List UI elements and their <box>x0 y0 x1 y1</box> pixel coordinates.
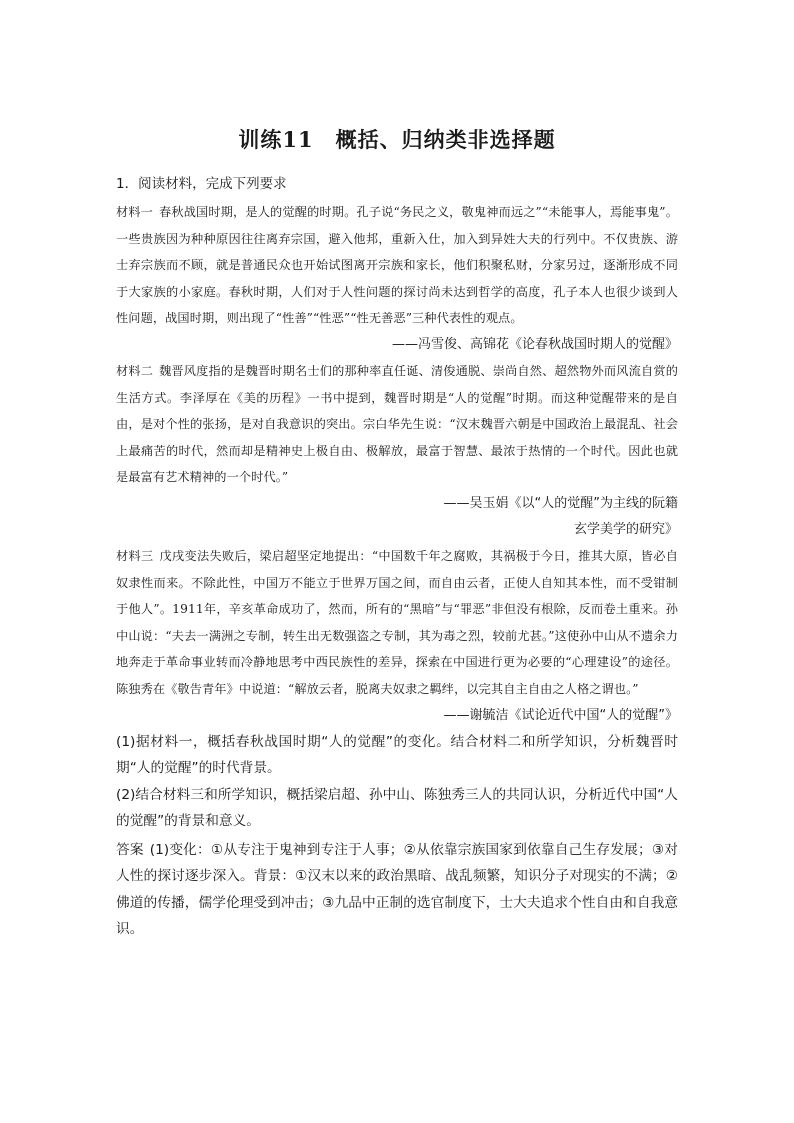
material-3 <box>116 543 678 703</box>
answer-label: 答案 <box>116 841 144 858</box>
material-2-source-line2: 玄学美学的研究》 <box>573 521 678 537</box>
sub-question-1: (1)据材料一，概括春秋战国时期“人的觉醒”的变化。结合材料二和所学知识，分析魏晋时期“人的觉醒”的时代背景。 <box>116 733 678 776</box>
sub-question-2: (2)结合材料三和所学知识，概括梁启超、孙中山、陈独秀三人的共同认识，分析近代中国“人的觉醒”的背景和意义。 <box>116 786 678 829</box>
page-title: 训练11 概括、归纳类非选择题 <box>238 127 556 152</box>
answer-text: (1)变化：①从专注于鬼神到专注于人事；②从依靠宗族国家到依靠自己生存发展；③对人性的探讨逐步深入。背景：①汉末以来的政治黑暗、战乱频繁，知识分子对现实的不满；②佛道的传播，儒学伦理受到冲击；③九品中正制的选官制度下，士大夫追求个性自由和自我意识。 <box>116 841 678 937</box>
answer <box>116 837 678 943</box>
material-text: 春秋战国时期，是人的觉醒的时期。孔子说“务民之义，敬鬼神而远之”“未能事人，焉能事鬼”。一些贵族因为种种原因往往离弃宗国，避入他邦，重新入仕，加入到异姓大夫的行列中。不仅贵族、游士弃宗族而不顾，就是普通民众也开始试图离开宗族和家长，他们积聚私财，分家另过，逐渐形成不同于大家族的小家庭。春秋时期，人们对于人性问题的探讨尚未达到哲学的高度，孔子本人也很少谈到人性问题，战国时期，则出现了“性善”“性恶”“性无善恶”三种代表性的观点。 <box>116 205 678 326</box>
material-2 <box>116 358 678 491</box>
material-1 <box>116 199 678 332</box>
material-1-source: ——冯雪俊、高锦花《论春秋战国时期人的觉醒》 <box>391 336 678 352</box>
material-text: 戊戌变法失败后，梁启超坚定地提出：“中国数千年之腐败，其祸极于今日，推其大原，皆必自奴隶性而来。不除此性，中国万不能立于世界万国之间，而自由云者，正使人自知其本性，而不受钳制于他人”。1911年，辛亥革命成功了，然而，所有的“黑暗”与“罪恶”非但没有根除，反而卷土重来。孙中山说：“夫去一满洲之专制，转生出无数强盗之专制，其为毒之烈，较前尤甚。”这使孙中山从不遗余力地奔走于革命事业转而冷静地思考中西民族性的差异，探索在中国进行更为必要的“心理建设”的途径。陈独秀在《敬告青年》中说道：“解放云者，脱离夫奴隶之羁绊，以完其自主自由之人格之谓也。” <box>116 548 678 696</box>
question-intro: 1．阅读材料，完成下列要求 <box>116 176 287 192</box>
material-2-source-line1: ——吴玉娟《以“人的觉醒”为主线的阮籍 <box>443 495 678 511</box>
material-label: 材料三 <box>116 548 154 563</box>
material-text: 魏晋风度指的是魏晋时期名士们的那种率直任诞、清俊通脱、崇尚自然、超然物外而风流自赏的生活方式。李泽厚在《美的历程》一书中提到，魏晋时期是“人的觉醒”时期。而这种觉醒带来的是自由，是对个性的张扬，是对自我意识的突出。宗白华先生说：“汉末魏晋六朝是中国政治上最混乱、社会上最痛苦的时代，然而却是精神史上极自由、极解放，最富于智慧、最浓于热情的一个时代。因此也就是最富有艺术精神的一个时代。” <box>116 363 678 485</box>
material-3-source: ——谢毓洁《试论近代中国“人的觉醒”》 <box>443 707 678 723</box>
question-block <box>116 172 678 943</box>
material-label: 材料二 <box>116 363 154 378</box>
material-label: 材料一 <box>116 205 154 219</box>
